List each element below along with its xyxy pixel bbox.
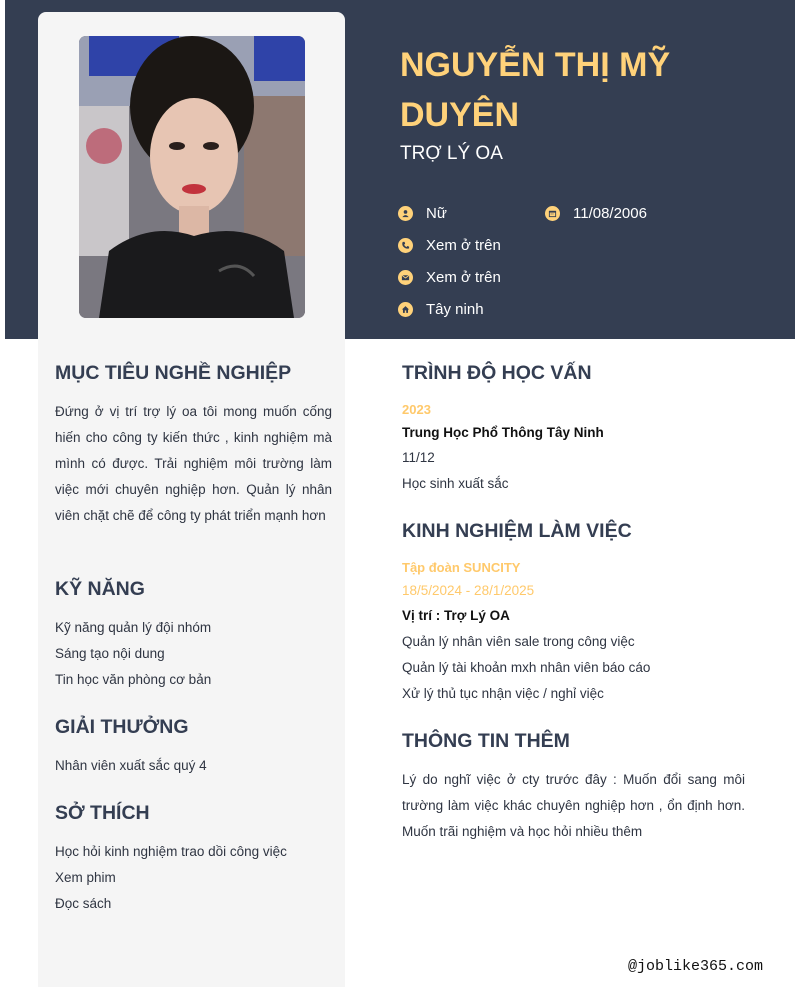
experience-task: Quản lý nhân viên sale trong công việc (402, 634, 635, 649)
education-grade: 11/12 (402, 450, 435, 465)
dob-row (545, 203, 647, 223)
home-icon (398, 302, 413, 317)
award-item: Nhân viên xuất sắc quý 4 (55, 758, 207, 773)
experience-position: Vị trí : Trợ Lý OA (402, 608, 510, 623)
mail-icon (398, 270, 413, 285)
education-year: 2023 (402, 402, 431, 417)
gender-row (398, 203, 447, 223)
experience-title: KINH NGHIỆM LÀM VIỆC (402, 520, 632, 542)
skill-item: Sáng tạo nội dung (55, 646, 165, 661)
hobbies-title: SỞ THÍCH (55, 802, 150, 824)
dob-value: 11/08/2006 (573, 204, 647, 222)
profile-photo (79, 36, 305, 318)
education-note: Học sinh xuất sắc (402, 476, 509, 491)
hobby-item: Đọc sách (55, 896, 112, 911)
phone-icon (398, 238, 413, 253)
profile-photo-image (79, 36, 305, 318)
experience-task: Xử lý thủ tục nhận việc / nghỉ việc (402, 686, 604, 701)
calendar-icon (545, 206, 560, 221)
candidate-name: NGUYỄN THỊ MỸ DUYÊN (400, 46, 671, 134)
address-value: Tây ninh (426, 300, 484, 318)
email-value: Xem ở trên (426, 268, 501, 286)
skill-item: Tin học văn phòng cơ bản (55, 672, 212, 687)
job-title: TRỢ LÝ OA (400, 143, 503, 164)
awards-title: GIẢI THƯỞNG (55, 716, 189, 738)
site-watermark: @joblike365.com (628, 958, 764, 975)
extra-info-title: THÔNG TIN THÊM (402, 730, 570, 752)
phone-row (398, 235, 501, 255)
hobby-item: Học hỏi kinh nghiệm trao dồi công việc (55, 844, 287, 859)
experience-company: Tập đoàn SUNCITY (402, 560, 521, 575)
gender-value: Nữ (426, 204, 447, 222)
email-row (398, 267, 501, 287)
experience-period: 18/5/2024 - 28/1/2025 (402, 583, 535, 598)
education-title: TRÌNH ĐỘ HỌC VẤN (402, 362, 592, 384)
phone-value: Xem ở trên (426, 236, 501, 254)
skills-title: KỸ NĂNG (55, 578, 145, 600)
extra-info-text: Lý do nghĩ việc ở cty trước đây : Muốn đổi sang môi trường làm việc khác chuyên nghiệp hơn , ổn định hơn. Muốn trãi nghiệm và học hỏi nhiều thêm (402, 772, 745, 839)
education-school: Trung Học Phổ Thông Tây Ninh (402, 425, 604, 440)
hobby-item: Xem phim (55, 870, 116, 885)
user-icon (398, 206, 413, 221)
skill-item: Kỹ năng quản lý đội nhóm (55, 620, 212, 635)
experience-task: Quản lý tài khoản mxh nhân viên báo cáo (402, 660, 651, 675)
objective-text: Đứng ở vị trí trợ lý oa tôi mong muốn cống hiến cho công ty kiến thức , kinh nghiệm mà mình có được. Trải nghiệm môi trường làm việc mới chuyên nghiệp hơn. Quản lý nhân viên chặt chẽ để công ty phát triển mạnh hơn (55, 404, 332, 523)
objective-title: MỤC TIÊU NGHỀ NGHIỆP (55, 362, 292, 384)
address-row (398, 299, 484, 319)
